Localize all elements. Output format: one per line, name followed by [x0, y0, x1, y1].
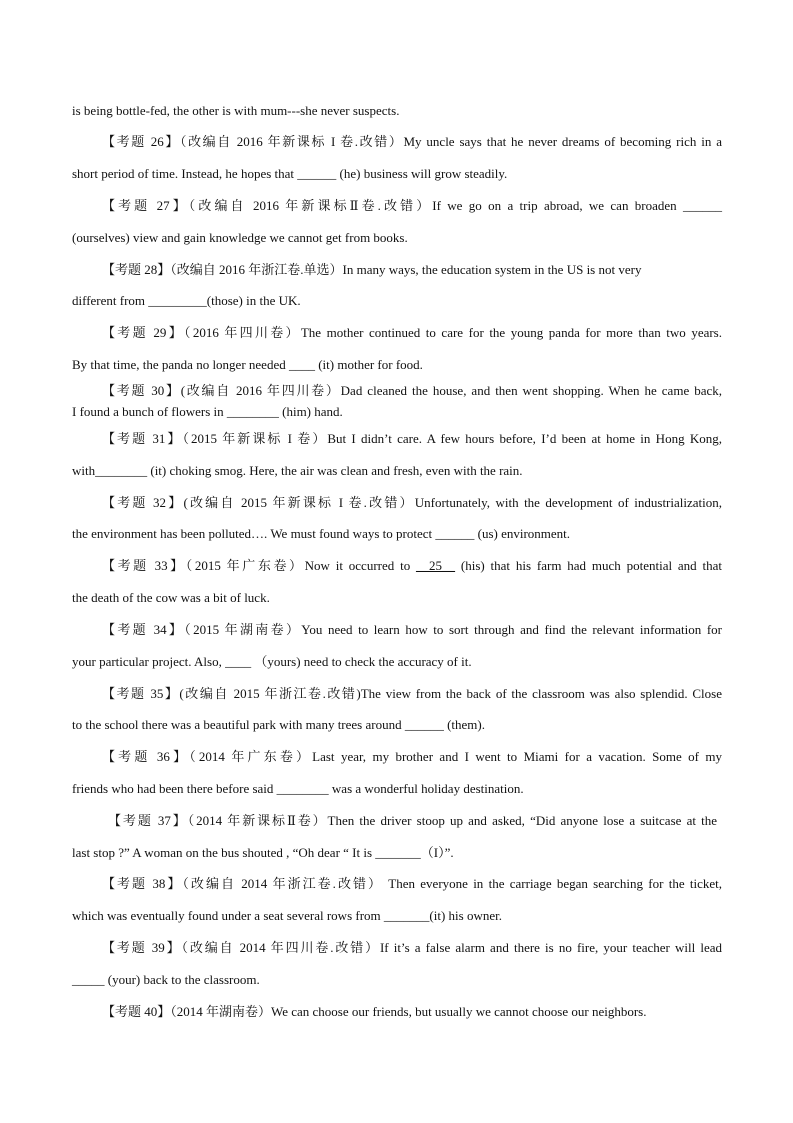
question-38: 【考题 38】（改编自 2014 年浙江卷.改错） Then everyone in the carriage began searching for the ticket, [102, 876, 722, 891]
text-line: short period of time. Instead, he hopes that ______ (he) business will grow steadily. [72, 166, 508, 181]
text-line: the environment has been polluted…. We must found ways to protect ______ (us) environment. [72, 526, 571, 541]
question-32: 【考题 32】(改编自 2015 年新课标 I 卷.改错）Unfortunately, with the development of industrialization, [102, 495, 722, 510]
question-35: 【考题 35】(改编自 2015 年浙江卷.改错)The view from the back of the classroom was also splendid. Close [102, 686, 722, 701]
question-33 [102, 558, 722, 574]
answer-blank: __25__ [416, 558, 456, 573]
text-line: the death of the cow was a bit of luck. [72, 590, 270, 605]
text-line: to the school there was a beautiful park with many trees around ______ (them). [72, 717, 485, 732]
text-line: _____ (your) back to the classroom. [72, 972, 260, 987]
question-37: 【考题 37】（2014 年新课标Ⅱ卷）Then the driver stoop up and asked, “Did anyone lose a suitcase at the [108, 813, 717, 828]
text-line: with________ (it) choking smog. Here, the air was clean and fresh, even with the rain. [72, 463, 523, 478]
text-line: which was eventually found under a seat several rows from _______(it) his owner. [72, 908, 502, 923]
question-26: 【考题 26】（改编自 2016 年新课标 I 卷.改错）My uncle says that he never dreams of becoming rich in a [102, 134, 722, 149]
question-39: 【考题 39】（改编自 2014 年四川卷.改错）If it’s a false alarm and there is no fire, your teacher will lead [102, 940, 722, 955]
question-31: 【考题 31】（2015 年新课标 I 卷）But I didn’t care. A few hours before, I’d been at home in Hong Kong, [102, 431, 722, 446]
question-28: 【考题 28】（改编自 2016 年浙江卷.单选）In many ways, the education system in the US is not very [102, 262, 642, 277]
question-27: 【考题 27】（改编自 2016 年新课标Ⅱ卷.改错）If we go on a trip abroad, we can broaden ______ [102, 198, 722, 213]
text-line: By that time, the panda no longer needed ____ (it) mother for food. [72, 357, 423, 372]
question-29: 【考题 29】（2016 年四川卷）The mother continued to care for the young panda for more than two years. [102, 325, 722, 340]
text-line: friends who had been there before said ________ was a wonderful holiday destination. [72, 781, 524, 796]
question-33-tail: (his) that his farm had much potential and that [460, 558, 723, 573]
question-36: 【考题 36】（2014 年广东卷）Last year, my brother and I went to Miami for a vacation. Some of my [102, 749, 722, 764]
question-30: 【考题 30】(改编自 2016 年四川卷）Dad cleaned the house, and then went shopping. When he came back, [102, 383, 722, 398]
text-line: (ourselves) view and gain knowledge we cannot get from books. [72, 230, 408, 245]
text-line: different from _________(those) in the UK. [72, 293, 301, 308]
text-line: your particular project. Also, ____ （yours) need to check the accuracy of it. [72, 654, 472, 669]
question-40: 【考题 40】（2014 年湖南卷）We can choose our friends, but usually we cannot choose our neighbors. [102, 1004, 647, 1019]
text-line: I found a bunch of flowers in ________ (him) hand. [72, 404, 343, 419]
text-line: last stop ?” A woman on the bus shouted , “Oh dear “ It is _______（I）”. [72, 845, 454, 860]
text-line: is being bottle-fed, the other is with mum---she never suspects. [72, 103, 400, 118]
question-34: 【考题 34】（2015 年湖南卷）You need to learn how to sort through and find the relevant information for [102, 622, 722, 637]
question-33-lead: 【考题 33】（2015 年广东卷）Now it occurred to [102, 558, 411, 573]
